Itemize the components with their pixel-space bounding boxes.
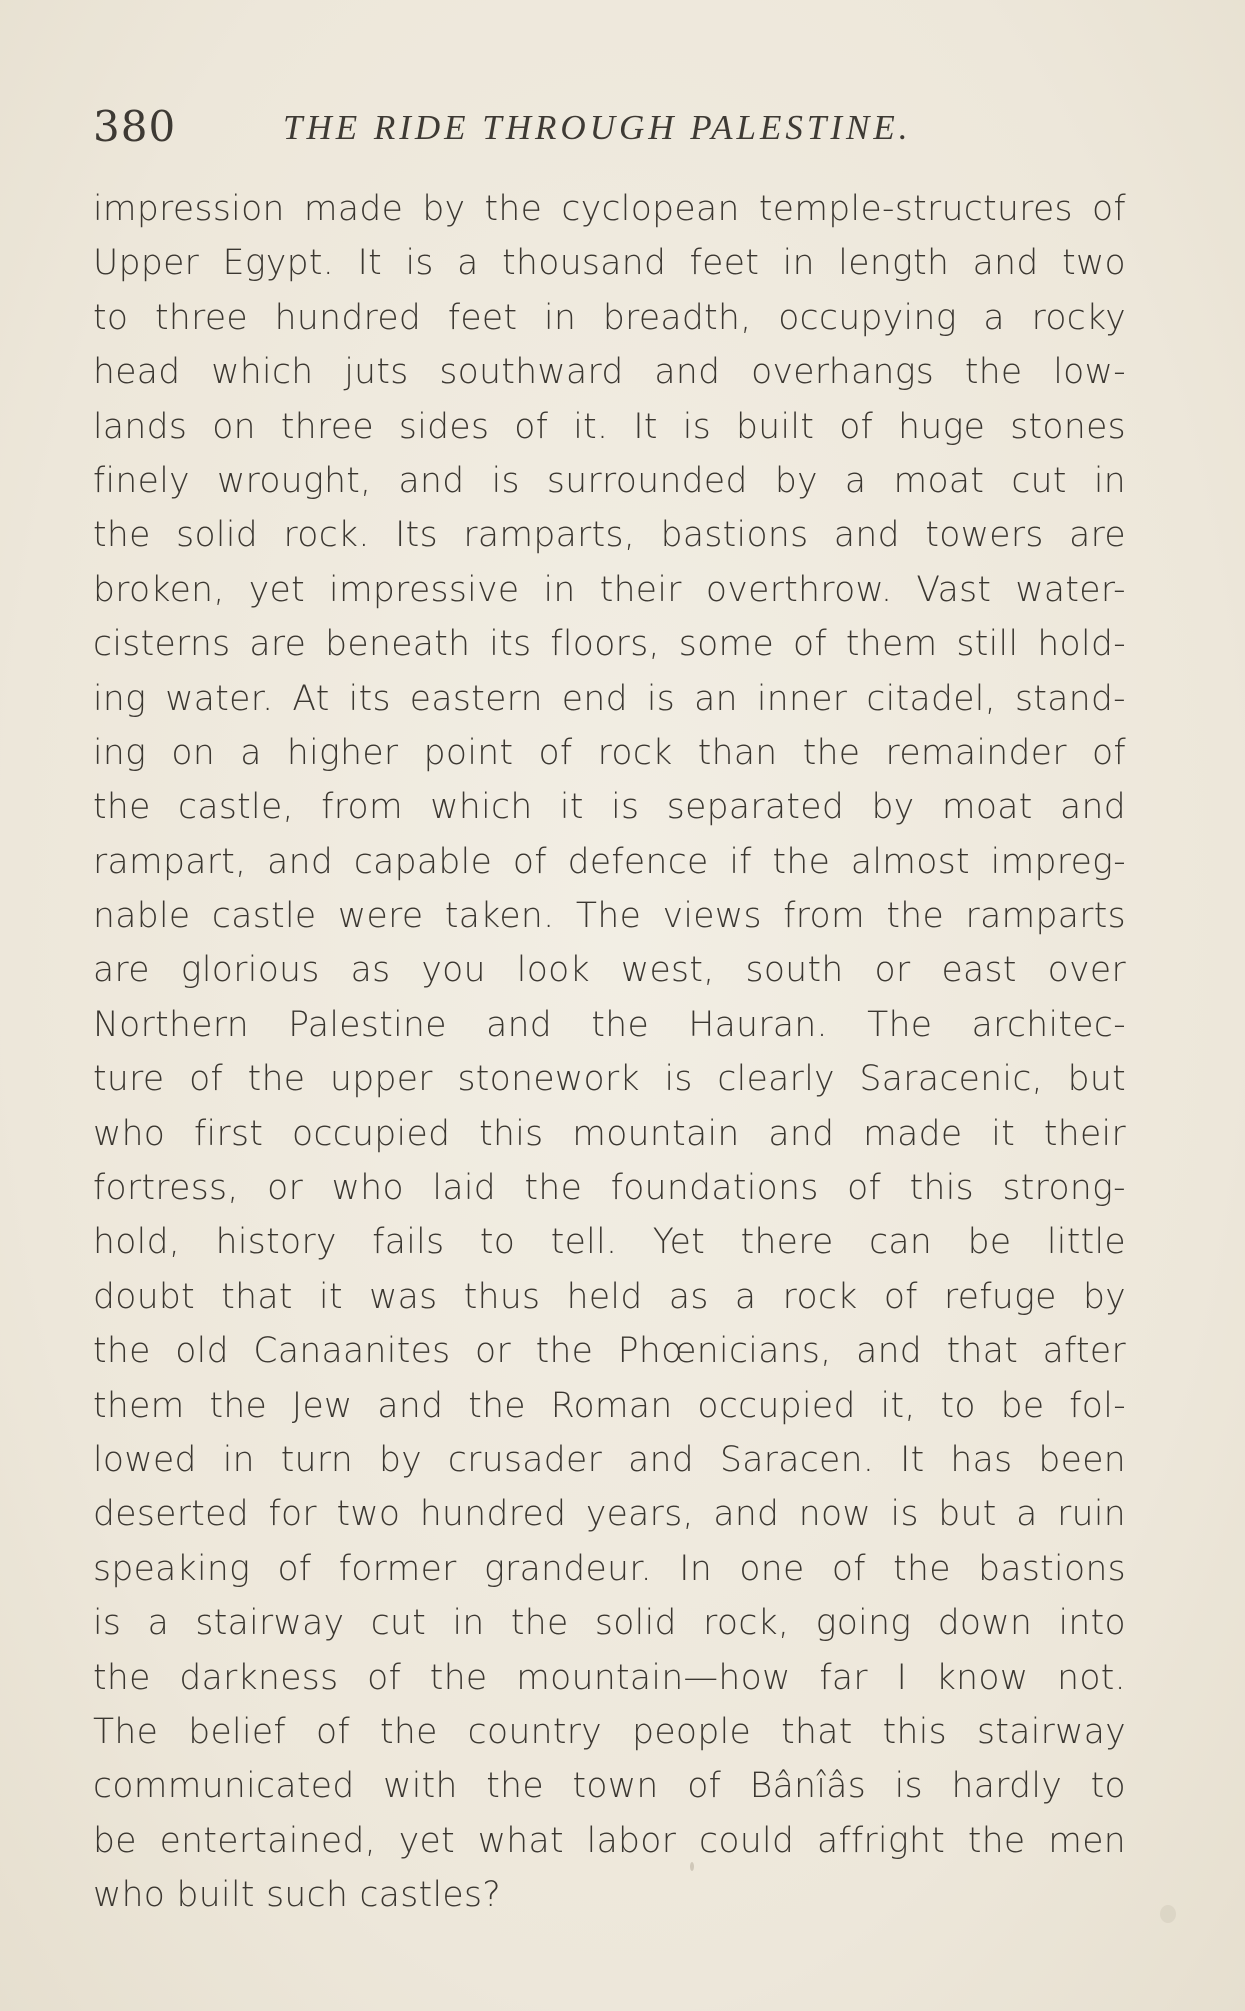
body-text [93, 182, 1126, 1923]
text-line: Upper Egypt. It is a thousand feet in length and two [93, 243, 1126, 284]
text-line: who first occupied this mountain and made it their [93, 1113, 1126, 1154]
page-smudge [1160, 1905, 1176, 1923]
text-line: ture of the upper stonework is clearly Saracenic, but [93, 1059, 1126, 1100]
text-line: are glorious as you look west, south or east over [93, 950, 1126, 991]
text-line: doubt that it was thus held as a rock of refuge by [93, 1276, 1126, 1317]
text-line: finely wrought, and is surrounded by a moat cut in [93, 460, 1126, 501]
text-line: the old Canaanites or the Phœnicians, and that after [93, 1331, 1126, 1372]
text-line: ing water. At its eastern end is an inner citadel, stand- [93, 678, 1126, 719]
text-line: the darkness of the mountain—how far I know not. [93, 1657, 1126, 1698]
text-line: deserted for two hundred years, and now is but a ruin [93, 1494, 1126, 1535]
text-line: to three hundred feet in breadth, occupying a rocky [93, 297, 1126, 338]
page-number: 380 [93, 102, 177, 151]
text-line: the solid rock. Its ramparts, bastions and towers are [93, 515, 1126, 556]
text-line: speaking of former grandeur. In one of the bastions [93, 1548, 1126, 1589]
text-line: impression made by the cyclopean temple-structures of [93, 189, 1126, 229]
page-header [93, 102, 1123, 162]
text-line: broken, yet impressive in their overthrow. Vast water- [93, 569, 1126, 610]
text-line: who built such castles? [93, 1875, 501, 1916]
text-line: be entertained, yet what labor could affright the men [93, 1820, 1126, 1861]
text-line: ing on a higher point of rock than the remainder of [93, 732, 1126, 773]
text-line: cisterns are beneath its floors, some of them still hold- [93, 624, 1126, 665]
text-line: hold, history fails to tell. Yet there can be little [93, 1222, 1126, 1263]
text-line: lowed in turn by crusader and Saracen. It has been [93, 1439, 1126, 1480]
text-line: rampart, and capable of defence if the almost impreg- [93, 841, 1126, 882]
text-line: fortress, or who laid the foundations of this strong- [93, 1168, 1126, 1209]
text-line: communicated with the town of Bânîâs is hardly to [93, 1766, 1126, 1807]
text-line: lands on three sides of it. It is built of huge stones [93, 406, 1126, 447]
text-line: nable castle were taken. The views from the ramparts [93, 896, 1126, 937]
text-line: the castle, from which it is separated by moat and [93, 787, 1126, 828]
text-line: is a stairway cut in the solid rock, going down into [93, 1603, 1126, 1644]
text-line: head which juts southward and overhangs the low- [93, 352, 1126, 393]
text-line: Northern Palestine and the Hauran. The architec- [93, 1004, 1126, 1045]
page-smudge [690, 1862, 694, 1871]
running-head: THE RIDE THROUGH PALESTINE. [283, 108, 912, 147]
text-line: them the Jew and the Roman occupied it, to be fol- [93, 1385, 1126, 1426]
text-line: The belief of the country people that this stairway [93, 1711, 1126, 1752]
